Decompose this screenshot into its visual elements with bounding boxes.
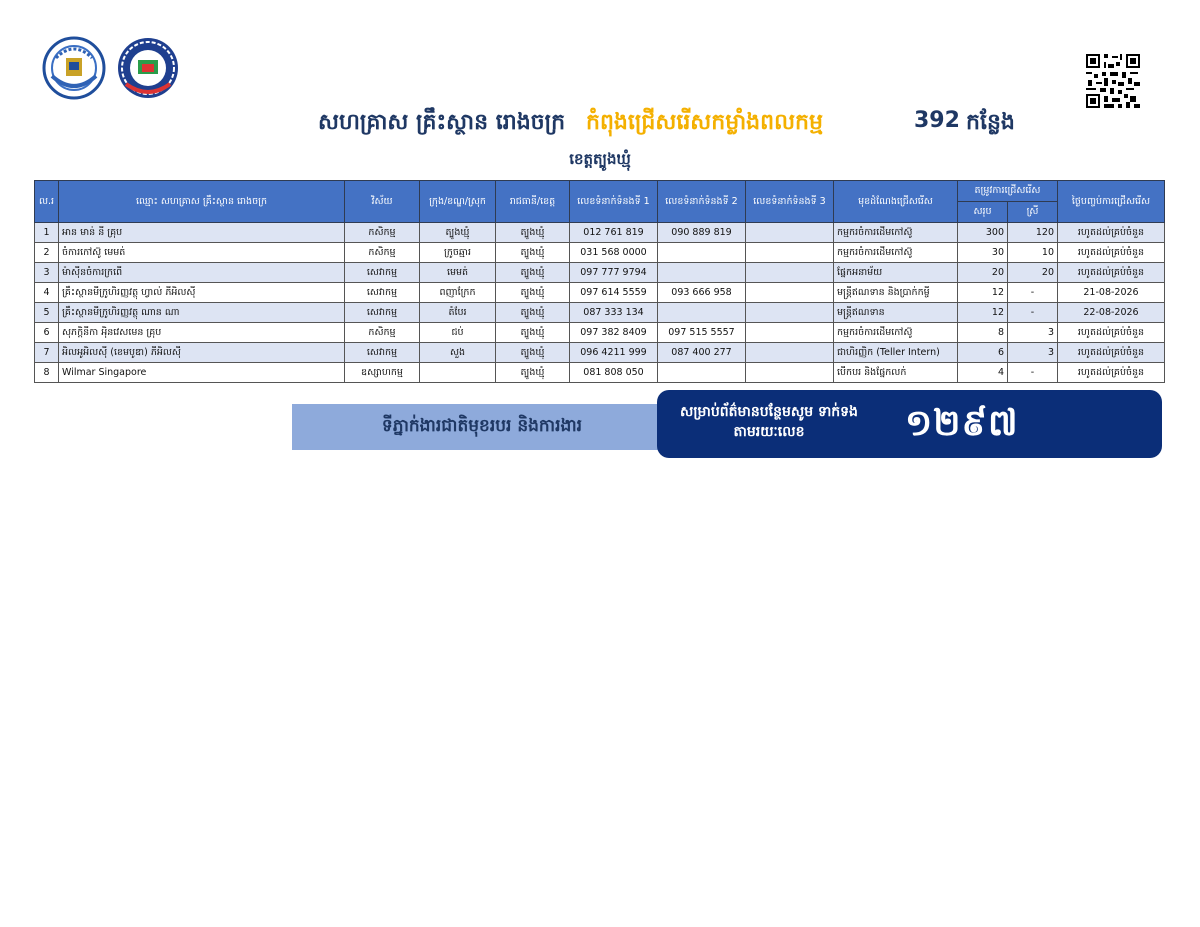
row-province: ត្បូងឃ្មុំ — [496, 263, 570, 283]
row-company: អាន មាន់ នី គ្រុប — [59, 223, 345, 243]
row-phone-2: 097 515 5557 — [658, 323, 746, 343]
row-deadline: 22-08-2026 — [1058, 303, 1165, 323]
row-female: - — [1008, 363, 1058, 383]
row-no: 7 — [35, 343, 59, 363]
row-total: 30 — [958, 243, 1008, 263]
row-sector: សេវាកម្ម — [345, 263, 420, 283]
row-no: 8 — [35, 363, 59, 383]
row-no: 6 — [35, 323, 59, 343]
row-district: ជប់ — [420, 323, 496, 343]
row-deadline: រហូតដល់គ្រប់ចំនួន — [1058, 363, 1165, 383]
row-position: មន្ត្រីឥណទាន និងប្រាក់កម្ចី — [834, 283, 958, 303]
row-district: សួង — [420, 343, 496, 363]
row-position: ជាហិរញ្ញិក (Teller Intern) — [834, 343, 958, 363]
table-row — [35, 363, 1165, 383]
row-female: - — [1008, 283, 1058, 303]
row-deadline: រហូតដល់គ្រប់ចំនួន — [1058, 263, 1165, 283]
row-total: 12 — [958, 303, 1008, 323]
header-needed: តម្រូវការជ្រើសរើស — [958, 181, 1058, 202]
row-district: ក្រូចឆ្មារ — [420, 243, 496, 263]
row-district: មេមត់ — [420, 263, 496, 283]
row-deadline: 21-08-2026 — [1058, 283, 1165, 303]
header-phone-2: លេខទំនាក់ទំនងទី 2 — [658, 181, 746, 223]
agency-name: ទីភ្នាក់ងារជាតិមុខរបរ និងការងារ — [381, 415, 583, 436]
row-sector: សេវាកម្ម — [345, 303, 420, 323]
row-total: 6 — [958, 343, 1008, 363]
header-no: ល.រ — [35, 181, 59, 223]
row-female: 3 — [1008, 323, 1058, 343]
table-row — [35, 323, 1165, 343]
row-total: 4 — [958, 363, 1008, 383]
row-phone-3 — [746, 223, 834, 243]
row-district: តំបែរ — [420, 303, 496, 323]
row-phone-1: 096 4211 999 — [570, 343, 658, 363]
row-province: ត្បូងឃ្មុំ — [496, 303, 570, 323]
header-position: មុខដំណែងជ្រើសរើស — [834, 181, 958, 223]
row-province: ត្បូងឃ្មុំ — [496, 283, 570, 303]
row-phone-2: 087 400 277 — [658, 343, 746, 363]
row-total: 300 — [958, 223, 1008, 243]
agency-banner — [292, 404, 672, 450]
headline-position-unit: កន្លែង — [966, 110, 1015, 135]
hotline-number[interactable]: ១២៩៧ — [905, 403, 1019, 444]
row-phone-2: 093 666 958 — [658, 283, 746, 303]
table-row — [35, 243, 1165, 263]
row-district: ពញាក្រែក — [420, 283, 496, 303]
row-no: 5 — [35, 303, 59, 323]
row-no: 3 — [35, 263, 59, 283]
row-company: ចំការកៅស៊ូ មេមត់ — [59, 243, 345, 263]
table-row — [35, 263, 1165, 283]
table-row — [35, 283, 1165, 303]
row-deadline: រហូតដល់គ្រប់ចំនួន — [1058, 343, 1165, 363]
row-sector: កសិកម្ម — [345, 323, 420, 343]
row-position: មន្ត្រីឥណទាន — [834, 303, 958, 323]
row-phone-1: 031 568 0000 — [570, 243, 658, 263]
row-deadline: រហូតដល់គ្រប់ចំនួន — [1058, 323, 1165, 343]
row-province: ត្បូងឃ្មុំ — [496, 343, 570, 363]
header-province: រាជធានី/ខេត្ត — [496, 181, 570, 223]
row-province: ត្បូងឃ្មុំ — [496, 223, 570, 243]
row-sector: កសិកម្ម — [345, 223, 420, 243]
row-phone-1: 097 382 8409 — [570, 323, 658, 343]
row-no: 1 — [35, 223, 59, 243]
row-position: ផ្នែកអនាម័យ — [834, 263, 958, 283]
row-sector: សេវាកម្ម — [345, 283, 420, 303]
province-title: ខេត្តត្បូងឃ្មុំ — [569, 150, 631, 168]
agency-seal-icon — [116, 36, 180, 100]
row-phone-1: 081 808 050 — [570, 363, 658, 383]
qr-code-icon — [1084, 52, 1142, 110]
row-total: 20 — [958, 263, 1008, 283]
header-phone-3: លេខទំនាក់ទំនងទី 3 — [746, 181, 834, 223]
row-company: ម៉ាស៊ីនចំការក្រពើ — [59, 263, 345, 283]
row-province: ត្បូងឃ្មុំ — [496, 323, 570, 343]
row-phone-3 — [746, 363, 834, 383]
row-phone-3 — [746, 263, 834, 283]
row-position: បើកបរ និងផ្នែកលក់ — [834, 363, 958, 383]
row-phone-3 — [746, 323, 834, 343]
row-phone-3 — [746, 243, 834, 263]
header-district: ក្រុង/ខណ្ឌ/ស្រុក — [420, 181, 496, 223]
header-deadline: ថ្ងៃបញ្ចប់ការជ្រើសរើស — [1058, 181, 1165, 223]
row-district — [420, 363, 496, 383]
row-total: 12 — [958, 283, 1008, 303]
row-province: ត្បូងឃ្មុំ — [496, 363, 570, 383]
hotline-banner — [657, 390, 1162, 458]
row-female: 20 — [1008, 263, 1058, 283]
row-company: គ្រឹះស្ថានមីក្រូហិរញ្ញវត្ថុ ណាន ណា — [59, 303, 345, 323]
row-total: 8 — [958, 323, 1008, 343]
ministry-seal-icon — [42, 36, 106, 100]
row-sector: ឧស្សាហកម្ម — [345, 363, 420, 383]
row-company: Wilmar Singapore — [59, 363, 345, 383]
row-phone-1: 087 333 134 — [570, 303, 658, 323]
row-no: 4 — [35, 283, 59, 303]
header-female: ស្រី — [1008, 202, 1058, 223]
row-sector: កសិកម្ម — [345, 243, 420, 263]
row-sector: សេវាកម្ម — [345, 343, 420, 363]
row-female: 120 — [1008, 223, 1058, 243]
row-phone-2 — [658, 303, 746, 323]
row-position: កម្មករចំការដើមកៅស៊ូ — [834, 223, 958, 243]
row-company: អិលអូអិលស៊ី (ខេមបូឌា) ភីអិលស៊ី — [59, 343, 345, 363]
header-company: ឈ្មោះ សហគ្រាស គ្រឹះស្ថាន រោងចក្រ — [59, 181, 345, 223]
row-position: កម្មករចំការដើមកៅស៊ូ — [834, 323, 958, 343]
row-phone-3 — [746, 283, 834, 303]
row-phone-1: 012 761 819 — [570, 223, 658, 243]
table-row — [35, 343, 1165, 363]
headline-company-types: សហគ្រាស គ្រឹះស្ថាន រោងចក្រ — [318, 110, 566, 135]
table-row — [35, 303, 1165, 323]
row-phone-2 — [658, 243, 746, 263]
row-phone-1: 097 614 5559 — [570, 283, 658, 303]
contact-prompt: សម្រាប់ព័ត៌មានបន្ថែមសូម ទាក់ទងតាមរយៈលេខ — [680, 404, 858, 440]
row-female: - — [1008, 303, 1058, 323]
header-total: សរុប — [958, 202, 1008, 223]
row-phone-1: 097 777 9794 — [570, 263, 658, 283]
row-district: ត្បូងឃ្មុំ — [420, 223, 496, 243]
row-company: គ្រឹះស្ថានមីក្រូហិរញ្ញវត្ថុ ហ្វាល់ ភីអិលស៊ី — [59, 283, 345, 303]
header-phone-1: លេខទំនាក់ទំនងទី 1 — [570, 181, 658, 223]
row-deadline: រហូតដល់គ្រប់ចំនួន — [1058, 243, 1165, 263]
row-phone-3 — [746, 303, 834, 323]
row-female: 3 — [1008, 343, 1058, 363]
headline-recruiting: កំពុងជ្រើសរើសកម្លាំងពលកម្ម — [586, 110, 823, 135]
row-female: 10 — [1008, 243, 1058, 263]
row-province: ត្បូងឃ្មុំ — [496, 243, 570, 263]
row-phone-2 — [658, 263, 746, 283]
row-phone-3 — [746, 343, 834, 363]
job-table — [34, 180, 1165, 383]
row-position: កម្មករចំការដើមកៅស៊ូ — [834, 243, 958, 263]
row-no: 2 — [35, 243, 59, 263]
headline — [0, 108, 1200, 142]
header-sector: វិស័យ — [345, 181, 420, 223]
table-row — [35, 223, 1165, 243]
headline-position-count: 392 — [914, 108, 960, 133]
row-deadline: រហូតដល់គ្រប់ចំនួន — [1058, 223, 1165, 243]
row-phone-2: 090 889 819 — [658, 223, 746, 243]
row-phone-2 — [658, 363, 746, 383]
row-company: សុភក្តិនីកា អុិនវេសមេន គ្រុប — [59, 323, 345, 343]
